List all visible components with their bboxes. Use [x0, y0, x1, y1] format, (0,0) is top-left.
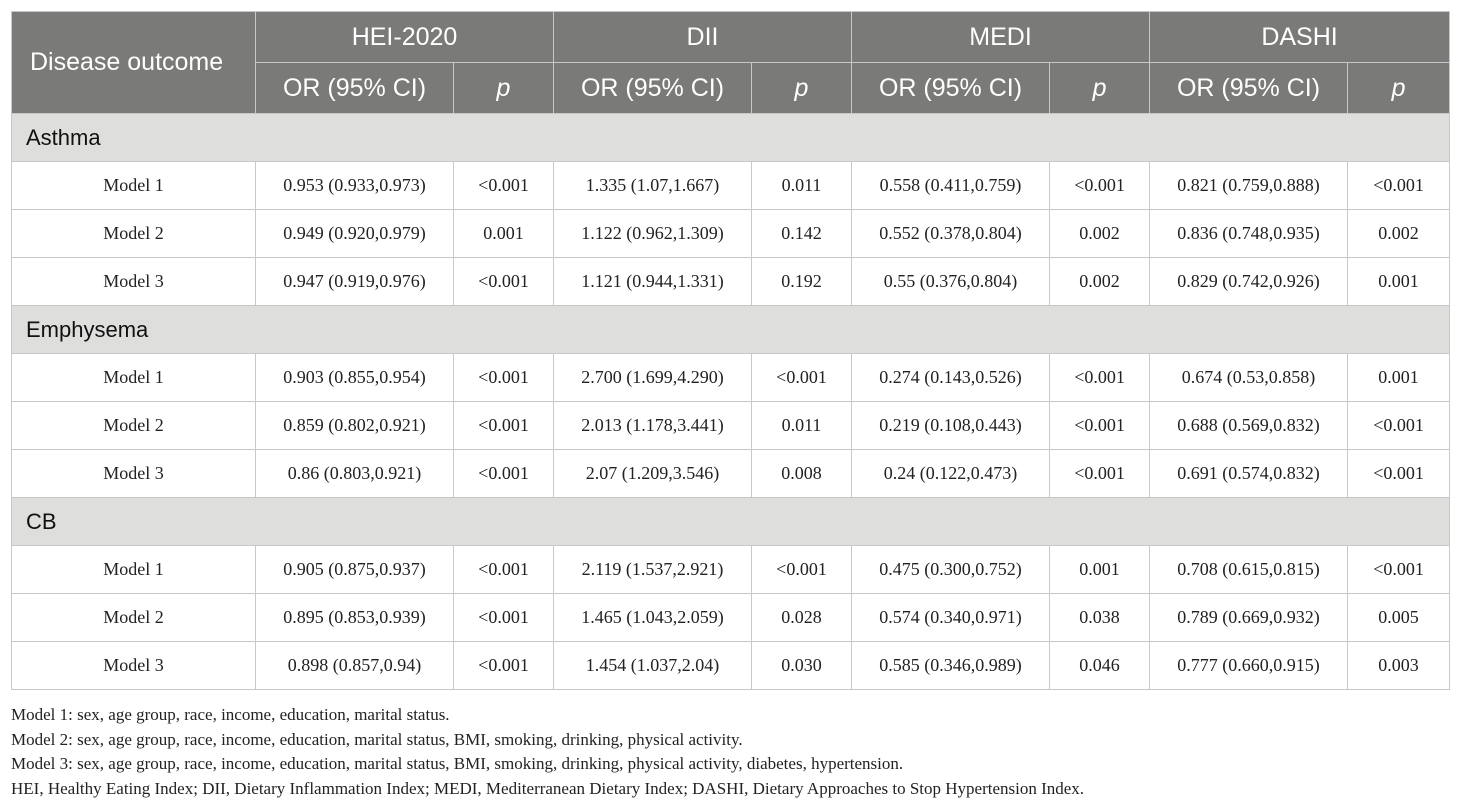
- or-ci-cell: 0.903 (0.855,0.954): [256, 354, 454, 402]
- or-ci-cell: 0.898 (0.857,0.94): [256, 642, 454, 690]
- or-ci-cell: 0.674 (0.53,0.858): [1150, 354, 1348, 402]
- or-ci-cell: 1.335 (1.07,1.667): [554, 162, 752, 210]
- table-row: [12, 162, 1450, 210]
- subheader-or: OR (95% CI): [256, 63, 454, 114]
- or-ci-cell: 0.859 (0.802,0.921): [256, 402, 454, 450]
- p-value-cell: <0.001: [454, 258, 554, 306]
- or-ci-cell: 1.454 (1.037,2.04): [554, 642, 752, 690]
- subheader-p: p: [1050, 63, 1150, 114]
- or-ci-cell: 0.24 (0.122,0.473): [852, 450, 1050, 498]
- index-header-medi: MEDI: [852, 12, 1150, 63]
- p-value-cell: 0.038: [1050, 594, 1150, 642]
- footnote-line: HEI, Healthy Eating Index; DII, Dietary Inflammation Index; MEDI, Mediterranean Dietary Index; DASHI, Dietary Approaches to Stop Hypertension Index.: [11, 778, 1085, 798]
- p-value-cell: 0.028: [752, 594, 852, 642]
- p-value-cell: <0.001: [454, 594, 554, 642]
- or-ci-cell: 1.465 (1.043,2.059): [554, 594, 752, 642]
- or-ci-cell: 0.949 (0.920,0.979): [256, 210, 454, 258]
- footnote-line: Model 1: sex, age group, race, income, education, marital status.: [11, 705, 450, 724]
- table-body: [12, 114, 1450, 690]
- model-label: Model 2: [12, 402, 256, 450]
- or-ci-cell: 0.475 (0.300,0.752): [852, 546, 1050, 594]
- model-label: Model 3: [12, 450, 256, 498]
- or-ci-cell: 0.836 (0.748,0.935): [1150, 210, 1348, 258]
- table-row: [12, 354, 1450, 402]
- p-value-cell: <0.001: [454, 162, 554, 210]
- section-row: [12, 498, 1450, 546]
- p-value-cell: 0.002: [1348, 210, 1450, 258]
- table-row: [12, 450, 1450, 498]
- or-ci-cell: 0.688 (0.569,0.832): [1150, 402, 1348, 450]
- model-label: Model 1: [12, 162, 256, 210]
- subheader-or: OR (95% CI): [852, 63, 1050, 114]
- or-ci-cell: 0.55 (0.376,0.804): [852, 258, 1050, 306]
- p-value-cell: <0.001: [1050, 402, 1150, 450]
- table-row: [12, 642, 1450, 690]
- p-value-cell: <0.001: [1050, 354, 1150, 402]
- table-row: [12, 594, 1450, 642]
- or-ci-cell: 1.121 (0.944,1.331): [554, 258, 752, 306]
- model-label: Model 1: [12, 354, 256, 402]
- table-row: [12, 402, 1450, 450]
- or-ci-cell: 2.013 (1.178,3.441): [554, 402, 752, 450]
- section-label: CB: [12, 498, 1450, 546]
- subheader-or: OR (95% CI): [554, 63, 752, 114]
- or-ci-cell: 0.574 (0.340,0.971): [852, 594, 1050, 642]
- section-label: Asthma: [12, 114, 1450, 162]
- model-label: Model 3: [12, 258, 256, 306]
- table-row: [12, 546, 1450, 594]
- p-value-cell: 0.002: [1050, 210, 1150, 258]
- p-value-cell: 0.001: [1050, 546, 1150, 594]
- or-ci-cell: 0.895 (0.853,0.939): [256, 594, 454, 642]
- model-label: Model 1: [12, 546, 256, 594]
- p-value-cell: <0.001: [1348, 546, 1450, 594]
- p-value-cell: <0.001: [454, 642, 554, 690]
- p-value-cell: <0.001: [454, 450, 554, 498]
- index-header-hei: HEI-2020: [256, 12, 554, 63]
- or-ci-cell: 0.953 (0.933,0.973): [256, 162, 454, 210]
- or-ci-cell: 0.219 (0.108,0.443): [852, 402, 1050, 450]
- footnote-line: Model 2: sex, age group, race, income, education, marital status, BMI, smoking, drinking, physical activity.: [11, 729, 743, 749]
- p-value-cell: 0.001: [1348, 354, 1450, 402]
- subheader-p: p: [752, 63, 852, 114]
- or-ci-cell: 0.274 (0.143,0.526): [852, 354, 1050, 402]
- results-table: [11, 11, 1450, 690]
- p-value-cell: <0.001: [454, 354, 554, 402]
- or-ci-cell: 2.119 (1.537,2.921): [554, 546, 752, 594]
- results-table-container: [11, 11, 1449, 690]
- p-value-cell: 0.192: [752, 258, 852, 306]
- disease-outcome-header: Disease outcome: [12, 12, 256, 114]
- section-label: Emphysema: [12, 306, 1450, 354]
- table-header: [12, 12, 1450, 114]
- or-ci-cell: 0.905 (0.875,0.937): [256, 546, 454, 594]
- p-value-cell: 0.030: [752, 642, 852, 690]
- or-ci-cell: 0.789 (0.669,0.932): [1150, 594, 1348, 642]
- p-value-cell: <0.001: [1050, 450, 1150, 498]
- p-value-cell: 0.002: [1050, 258, 1150, 306]
- or-ci-cell: 0.821 (0.759,0.888): [1150, 162, 1348, 210]
- index-header-dii: DII: [554, 12, 852, 63]
- p-value-cell: 0.046: [1050, 642, 1150, 690]
- p-value-cell: 0.008: [752, 450, 852, 498]
- or-ci-cell: 0.86 (0.803,0.921): [256, 450, 454, 498]
- or-ci-cell: 0.558 (0.411,0.759): [852, 162, 1050, 210]
- or-ci-cell: 0.947 (0.919,0.976): [256, 258, 454, 306]
- or-ci-cell: 0.552 (0.378,0.804): [852, 210, 1050, 258]
- p-value-cell: <0.001: [752, 546, 852, 594]
- p-value-cell: 0.001: [1348, 258, 1450, 306]
- or-ci-cell: 0.708 (0.615,0.815): [1150, 546, 1348, 594]
- p-value-cell: 0.001: [454, 210, 554, 258]
- p-value-cell: <0.001: [1348, 402, 1450, 450]
- table-row: [12, 258, 1450, 306]
- table-row: [12, 210, 1450, 258]
- subheader-or: OR (95% CI): [1150, 63, 1348, 114]
- p-value-cell: 0.011: [752, 162, 852, 210]
- footnote-line: Model 3: sex, age group, race, income, education, marital status, BMI, smoking, drinking, physical activity, diabetes, hypertension.: [11, 754, 904, 773]
- footnotes: [11, 703, 1449, 801]
- subheader-p: p: [1348, 63, 1450, 114]
- p-value-cell: <0.001: [752, 354, 852, 402]
- or-ci-cell: 0.691 (0.574,0.832): [1150, 450, 1348, 498]
- or-ci-cell: 0.585 (0.346,0.989): [852, 642, 1050, 690]
- model-label: Model 2: [12, 594, 256, 642]
- p-value-cell: <0.001: [454, 402, 554, 450]
- p-value-cell: <0.001: [1348, 162, 1450, 210]
- p-value-cell: 0.011: [752, 402, 852, 450]
- p-value-cell: <0.001: [454, 546, 554, 594]
- p-value-cell: 0.005: [1348, 594, 1450, 642]
- or-ci-cell: 2.700 (1.699,4.290): [554, 354, 752, 402]
- p-value-cell: 0.003: [1348, 642, 1450, 690]
- section-row: [12, 306, 1450, 354]
- subheader-p: p: [454, 63, 554, 114]
- p-value-cell: <0.001: [1050, 162, 1150, 210]
- section-row: [12, 114, 1450, 162]
- or-ci-cell: 2.07 (1.209,3.546): [554, 450, 752, 498]
- or-ci-cell: 0.777 (0.660,0.915): [1150, 642, 1348, 690]
- model-label: Model 2: [12, 210, 256, 258]
- p-value-cell: 0.142: [752, 210, 852, 258]
- index-header-dashi: DASHI: [1150, 12, 1450, 63]
- model-label: Model 3: [12, 642, 256, 690]
- p-value-cell: <0.001: [1348, 450, 1450, 498]
- or-ci-cell: 1.122 (0.962,1.309): [554, 210, 752, 258]
- or-ci-cell: 0.829 (0.742,0.926): [1150, 258, 1348, 306]
